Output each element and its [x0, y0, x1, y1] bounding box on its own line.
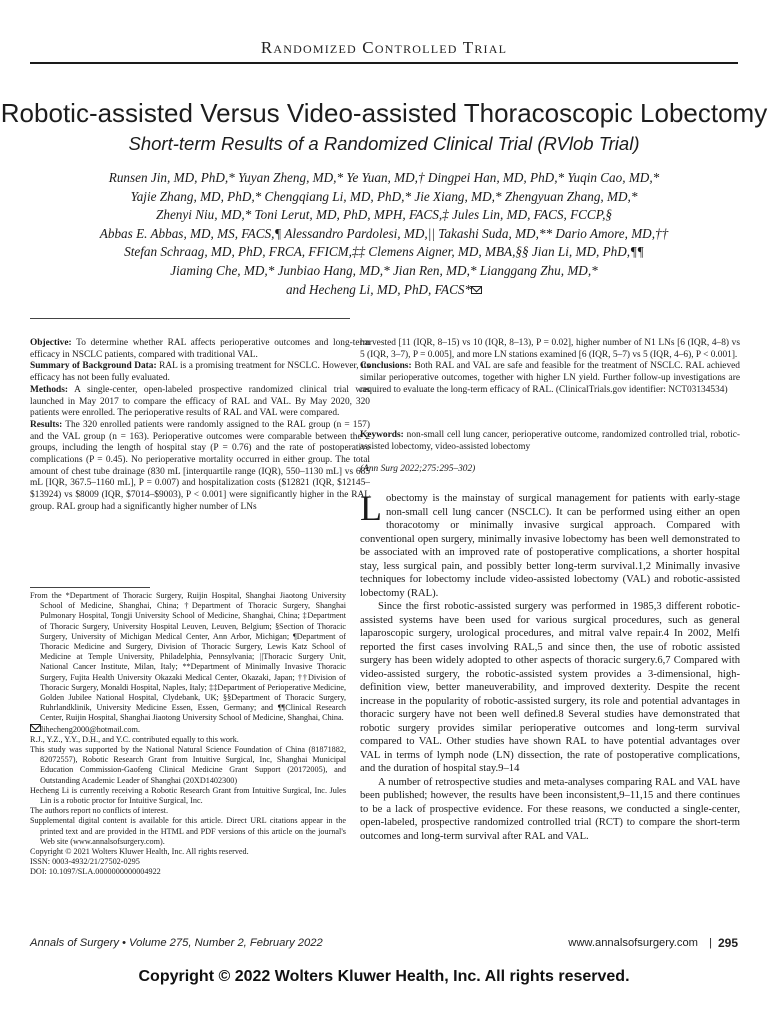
copyright-note: Copyright © 2021 Wolters Kluwer Health, Inc. All rights reserved. — [30, 847, 249, 857]
author-line: Zhenyi Niu, MD,* Toni Lerut, MD, PhD, MPH, FACS,‡ Jules Lin, MD, FACS, FCCP,§ — [156, 207, 612, 223]
abstract-right-column — [360, 338, 740, 397]
keywords-label: Keywords: — [360, 430, 404, 440]
conclusions-label: Conclusions: — [360, 361, 412, 372]
correspondence — [30, 724, 346, 735]
abstract-rule — [30, 318, 350, 319]
article-subtitle: Short-term Results of a Randomized Clinical Trial (RVlob Trial) — [128, 133, 640, 154]
article-title: Robotic-assisted Versus Video-assisted Thoracoscopic Lobectomy — [0, 98, 768, 128]
issn: ISSN: 0003-4932/21/27502-0295 — [30, 857, 140, 867]
supplemental-note: Supplemental digital content is available for this article. Direct URL citations appear in the printed text and are provided in the HTML and PDF versions of this article on the journal's Web site (www.annalsofsurgery.com). — [30, 816, 346, 846]
keywords — [360, 430, 740, 453]
journal-footer: Annals of Surgery • Volume 275, Number 2, February 2022 — [30, 937, 323, 949]
body-paragraph-3: A number of retrospective studies and meta-analyses comparing RAL and VAL have been published; however, the results have been inconsistent,9–11,15 and there continues to be a lack of prospective evidence. For these reasons, we conducted a single-center, open-labeled, prospective randomized controlled trial (RCT) to compare the short-term outcomes and long-term survival after RAL and VAL. — [360, 776, 740, 842]
envelope-icon — [471, 286, 482, 294]
results-text: The 320 enrolled patients were randomly assigned to the RAL group (n = 157) and the VAL group (n = 163). Perioperative outcomes were comparable between the 2 groups, including the length of hospital stay (P = 0.76) and the rate of postoperative complications (P = 0.45). No perioperative mortality occurred in either group. The total amount of chest tube drainage (830 mL [interquartile range (IQR), 550–1130 mL] vs 685 mL [IQR, 367.5–1160 mL], P = 0.007) and hospitalization costs ($12821 (IQR, $12145–$13924) vs $8009 (IQR, $7014–$9003), P < 0.001] were significantly higher in the RAL group. RAL group had a significantly higher number of LNs — [30, 419, 370, 512]
background-label: Summary of Background Data: — [30, 361, 157, 372]
drop-cap: L — [360, 488, 382, 528]
abstract-left-column — [30, 338, 370, 514]
methods-text: A single-center, open-labeled prospective randomized clinical trial was launched in May 2017 to compare the efficacy of RAL and VAL. By May 2020, 320 patients were enrolled. The perioperative results of RAL and VAL were compared. — [30, 384, 371, 419]
author-line: Jiaming Che, MD,* Junbiao Hang, MD,* Jian Ren, MD,* Lianggang Zhu, MD,* — [170, 262, 598, 278]
citation: (Ann Surg 2022;275:295–302) — [360, 464, 476, 474]
contribution-note: R.J., Y.Z., Y.Y., D.H., and Y.C. contributed equally to this work. — [30, 734, 239, 744]
abstract-methods — [30, 385, 370, 420]
doi: DOI: 10.1097/SLA.0000000000004922 — [30, 867, 161, 877]
abstract-background — [30, 361, 370, 384]
abstract-results-continued: harvested [11 (IQR, 8–15) vs 10 (IQR, 8–13), P = 0.02], higher number of N1 LNs [6 (IQR, 4–8) vs 5 (IQR, 3–7), P = 0.005], and more LN stations examined [6 (IQR, 5–7) vs 5 (IQR, 4–6), P < 0.001]. — [360, 338, 740, 360]
author-list — [20, 169, 748, 299]
methods-label: Methods: — [30, 384, 69, 395]
body-paragraph-1-text: obectomy is the mainstay of surgical management for patients with early-stage non-small cell lung cancer (NSCLC). It can be performed using either an open thoracotomy or minimally invasive surgical approach. Compared with conventional open surgery, minimally invasive lobectomy has been well demonstrated to be associated with an improved rate of postoperative complications, a shorter hospital stay, less surgical pain, and possibly better long-term survival.1,2 Minimally invasive techniques for lobectomy include video-assisted lobectomy (VAL) and robotic-assisted lobectomy (RAL). — [360, 493, 740, 599]
conflict-note: The authors report no conflicts of interest. — [30, 806, 169, 816]
abstract-conclusions — [360, 361, 740, 396]
body-paragraph-1 — [360, 488, 740, 600]
footer-separator: | — [709, 937, 712, 949]
section-header: Randomized Controlled Trial — [260, 38, 508, 57]
correspondence-email[interactable]: lihecheng2000@hotmail.com. — [41, 724, 140, 734]
page-number: 295 — [717, 936, 738, 950]
conclusions-text: Both RAL and VAL are safe and feasible for the treatment of NSCLC. RAL achieved similar perioperative outcomes, together with higher LN yield. Further follow-up investigations are required to evaluate the long-term efficacy of RAL. (ClinicalTrials.gov identifier: NCT03134534) — [360, 361, 740, 395]
affiliations — [30, 591, 346, 878]
author-line: Yajie Zhang, MD, PhD,* Chengqiang Li, MD, PhD,* Jie Xiang, MD,* Zhengyuan Zhang, MD,* — [130, 188, 638, 204]
body-text — [360, 488, 740, 843]
abstract-objective — [30, 338, 370, 361]
abstract-results — [30, 420, 370, 514]
background-text: RAL is a promising treatment for NSCLC. However, its efficacy has not been fully evaluated. — [30, 361, 371, 384]
author-line: and Hecheng Li, MD, PhD, FACS* — [285, 281, 472, 297]
keywords-text: non-small cell lung cancer, perioperative outcome, randomized controlled trial, robotic-assisted lobectomy, video-assisted lobectomy — [360, 430, 741, 452]
author-line: Stefan Schraag, MD, PhD, FRCA, FFICM,‡‡ Clemens Aigner, MD, MBA,§§ Jian Li, MD, PhD,¶¶ — [124, 244, 644, 260]
results-label: Results: — [30, 419, 63, 430]
author-line: Runsen Jin, MD, PhD,* Yuyan Zheng, MD,* Ye Yuan, MD,† Dingpei Han, MD, PhD,* Yuqin Cao, MD,* — [108, 170, 660, 185]
objective-text: To determine whether RAL affects perioperative outcomes and long-term efficacy in NSCLC patients, compared with traditional VAL. — [30, 338, 370, 360]
affiliations-rule — [30, 587, 150, 588]
grant-disclosure: Hecheng Li is currently receiving a Robotic Research Grant from Intuitive Surgical, Inc. Jules Lin is a robotic proctor for Intuitive Surgical, Inc. — [30, 785, 346, 806]
objective-label: Objective: — [30, 338, 72, 348]
envelope-icon — [30, 724, 41, 732]
funding-note: This study was supported by the National Natural Science Foundation of China (81871882, 82072557), Robotic Research Grant from Intuitive Surgical, Inc, Shanghai Municipal Education Commission-Gaofeng Clinical Medicine Grant Support (20172005), and Outstanding Academic Leader of Shanghai (20XD1402300) — [30, 745, 346, 785]
body-paragraph-2: Since the first robotic-assisted surgery was performed in 1985,3 different robotic-assisted systems have been used for various surgical procedures, such as general laparoscopic surgery, urological procedures, and mitral valve repair.4 In 2002, Melfi reported the first cases involving RAL,5 and since then, the use of robotic assisted surgery has been widely adopted to other aspects of thoracic surgery.6,7 Compared with video-assisted surgery, the robotic-assisted system provides a 3-dimensional, high-definition view, better maneuverability, and improved dexterity. Despite the recent increase in the popularity of robotic-assisted surgery, its role and potential advantages in thoracic surgery have not been well defined.8 Several studies have demonstrated that robotic surgery provides similar perioperative outcomes and long-term survival compared to VAL. Other studies have shown RAL to have potential advantages over VAL in terms of lymph node (LN) dissection, the rate of postoperative complications, and the duration of hospital stay.9–14 — [360, 601, 740, 774]
author-line-last — [20, 281, 748, 300]
journal-url[interactable]: www.annalsofsurgery.com — [568, 937, 698, 949]
copyright-banner: Copyright © 2022 Wolters Kluwer Health, Inc. All rights reserved. — [138, 968, 630, 985]
author-line: Abbas E. Abbas, MD, MS, FACS,¶ Alessandro Pardolesi, MD,|| Takashi Suda, MD,** Dario Amore, MD,†† — [99, 225, 669, 241]
header-rule — [30, 62, 738, 64]
affiliation-text: From the *Department of Thoracic Surgery, Ruijin Hospital, Shanghai Jiaotong University School of Medicine, Shanghai, China; †Department of Thoracic Surgery, Shanghai Pulmonary Hospital, Tongji University School of Medicine, Shanghai, China; ‡Department of Thoracic Surgery, University Hospital Leuven, Leuven, Belgium; §Section of Thoracic Surgery, University of Michigan Medical Center, Ann Arbor, Michigan; ¶Department of Thoracic Medicine and Surgery, Division of Thoracic Surgery, Lewis Katz School of Medicine at Temple University, Philadelphia, Pennsylvania; ||Thoracic Surgery Unit, National Cancer Institute, Milan, Italy; **Department of Minimally Invasive Thoracic Surgery, Fujita Health University Okazaki Medical Center, Okazaki, Japan; ††Division of Thoracic Surgery, Monaldi Hospital, Naples, Italy; ‡‡Department of Perioperative Medicine, Golden Jubilee National Hospital, Clydebank, UK; §§Department of Thoracic Surgery, Ruhrlandklinik, University Medicine Essen, Essen, Germany; and ¶¶Clinical Research Center, Ruijin Hospital, Shanghai Jiaotong University School of Medicine, Shanghai, China. — [30, 591, 346, 723]
